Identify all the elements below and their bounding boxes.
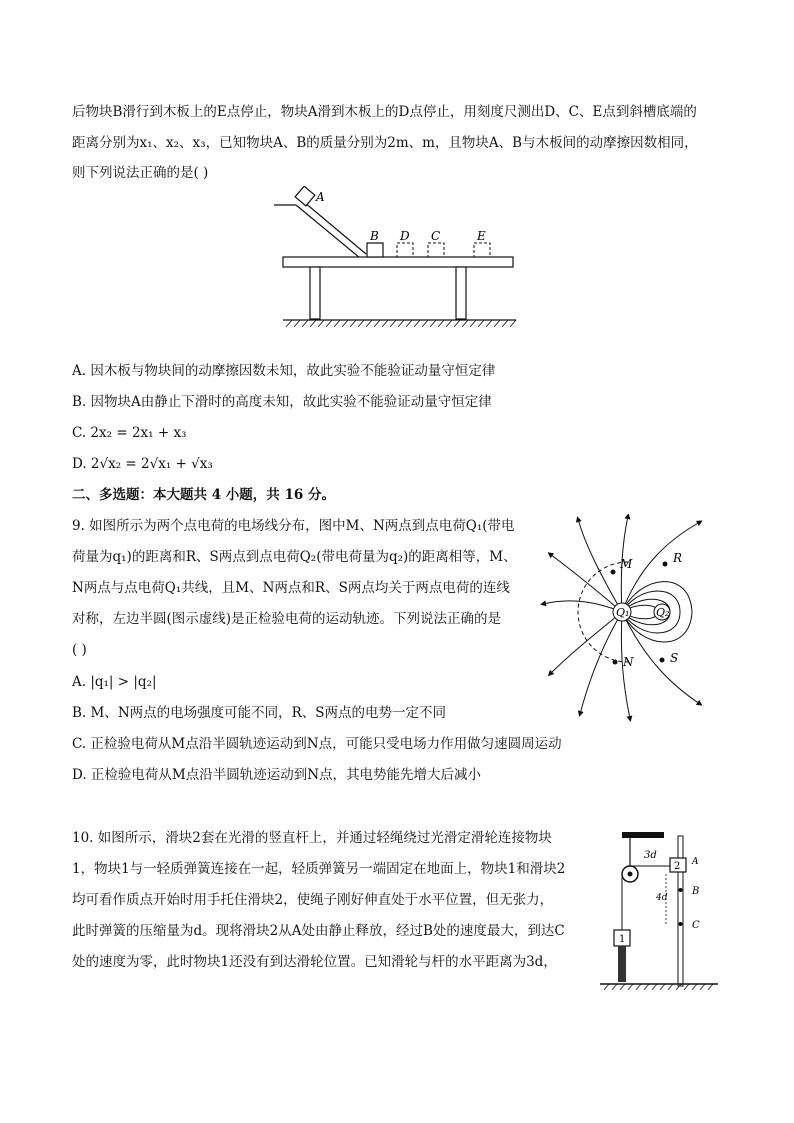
q10-line-1: 10. 如图所示，滑块2套在光滑的竖直杆上，并通过轻绳绕过光滑定滑轮连接物块 <box>72 830 552 846</box>
ramp-line-upper <box>304 202 366 254</box>
q9-line-1: 9. 如图所示为两个点电荷的电场线分布，图中M、N两点到点电荷Q₁(带电 <box>72 518 515 534</box>
label-m: M <box>620 557 633 571</box>
label-block-1: 1 <box>619 934 626 945</box>
label-pos-b: B <box>692 886 700 897</box>
label-q2: Q₂ <box>656 606 670 619</box>
ground-hatch <box>286 320 516 327</box>
table-leg-left <box>310 267 320 319</box>
q8-line-3: 则下列说法正确的是( ) <box>72 165 209 181</box>
position-d <box>397 243 413 257</box>
q9-option-a: A. |q₁| > |q₂| <box>72 674 157 690</box>
point-s <box>660 658 665 663</box>
label-a: A <box>316 190 325 204</box>
point-b <box>679 888 683 892</box>
point-c <box>679 922 683 926</box>
label-s: S <box>670 651 679 665</box>
ceiling <box>622 832 664 838</box>
ramp-line <box>296 205 360 258</box>
q9-line-2: 荷量为q₁)的距离和R、S两点到点电荷Q₂(带电荷量为q₂)的距离相等，M、 <box>72 549 517 565</box>
q10-line-4: 此时弹簧的压缩量为d。现将滑块2从A处由静止释放，经过B处的速度最大，到达C <box>72 923 565 939</box>
q9-option-c: C. 正检验电荷从M点沿半圆轨迹运动到N点，可能只受电场力作用做匀速圆周运动 <box>72 736 562 752</box>
q10-figure <box>600 828 720 992</box>
position-c <box>428 243 444 257</box>
block-a <box>295 186 315 206</box>
label-b: B <box>370 229 379 243</box>
block-b <box>367 243 383 257</box>
label-block-2: 2 <box>674 861 681 872</box>
q10-line-2: 1，物块1与一轻质弹簧连接在一起，轻质弹簧另一端固定在地面上，物块1和滑块2 <box>72 861 566 877</box>
label-q1: Q₁ <box>616 606 630 619</box>
table-leg-right <box>456 267 466 319</box>
table-top <box>283 257 513 267</box>
label-r: R <box>673 551 683 565</box>
position-e <box>474 243 490 257</box>
q9-line-3: N两点与点电荷Q₁共线，且M、N两点和R、S两点均关于两点电荷的连线 <box>72 580 510 596</box>
q8-option-d: D. 2√x₂ = 2√x₁ + √x₃ <box>72 456 213 472</box>
label-e: E <box>477 229 486 243</box>
q8-option-b: B. 因物块A由静止下滑时的高度未知，故此实验不能验证动量守恒定律 <box>72 394 492 410</box>
label-pos-a: A <box>692 857 699 867</box>
point-n <box>613 660 618 665</box>
label-pos-c: C <box>692 920 700 931</box>
point-r <box>663 562 668 567</box>
q10-line-3: 均可看作质点开始时用手托住滑块2，使绳子刚好伸直处于水平位置，但无张力， <box>72 892 554 908</box>
q8-line-1: 后物块B滑行到木板上的E点停止，物块A滑到木板上的D点停止，用刻度尺测出D、C、E点到斜槽底端的 <box>72 104 697 120</box>
label-3d: 3d <box>644 850 657 861</box>
point-m <box>611 570 616 575</box>
q9-line-4: 对称，左边半圆(图示虚线)是正检验电荷的运动轨迹。下列说法正确的是 <box>72 611 502 627</box>
q8-option-c: C. 2x₂ = 2x₁ + x₃ <box>72 425 187 441</box>
label-4d: 4d <box>656 893 668 903</box>
q9-figure <box>540 514 720 724</box>
q9-option-d: D. 正检验电荷从M点沿半圆轨迹运动到N点，其电势能先增大后减小 <box>72 767 482 783</box>
q9-line-5: ( ) <box>72 642 87 658</box>
label-d: D <box>400 229 410 243</box>
spring <box>618 946 626 982</box>
q8-figure <box>268 186 520 328</box>
q9-option-b: B. M、N两点的电场强度可能不同，R、S两点的电势一定不同 <box>72 705 447 721</box>
section-title: 二、多选题：本大题共 4 小题，共 16 分。 <box>72 487 335 503</box>
q8-line-2: 距离分别为x₁、x₂、x₃，已知物块A、B的质量分别为2m、m，且物块A、B与木板间的动摩擦因数相同， <box>72 135 698 151</box>
label-n: N <box>623 655 634 669</box>
q8-option-a: A. 因木板与物块间的动摩擦因数未知，故此实验不能验证动量守恒定律 <box>72 363 496 379</box>
label-c: C <box>431 229 441 243</box>
q10-line-5: 处的速度为零，此时物块1还没有到达滑轮位置。已知滑轮与杆的水平距离为3d， <box>72 954 557 970</box>
